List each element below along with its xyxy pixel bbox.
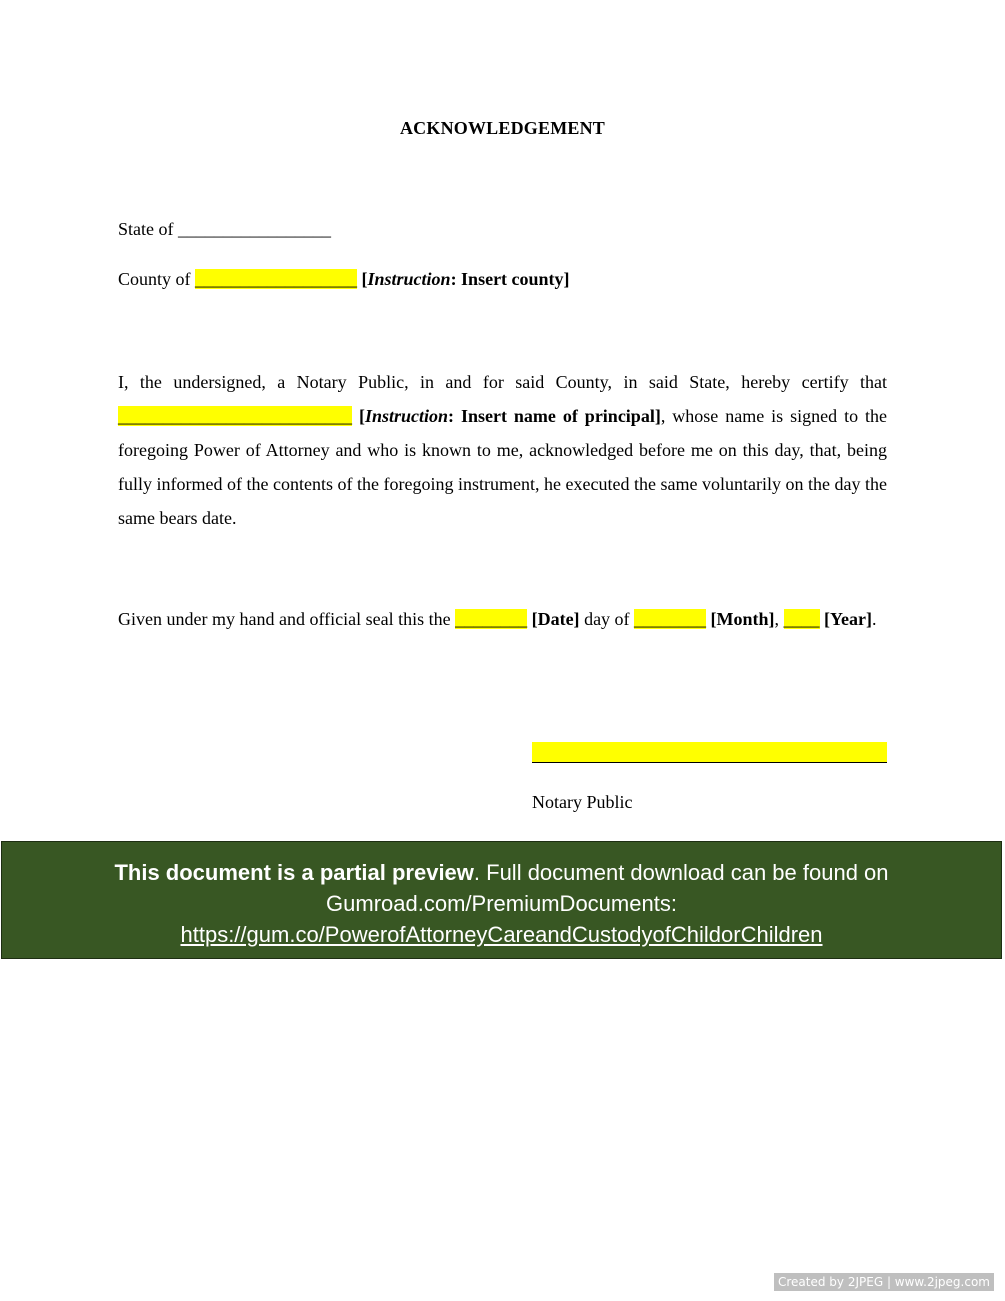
banner-text: . Full document download can be found on: [473, 860, 889, 885]
month-blank: ________: [634, 609, 707, 629]
county-blank: __________________: [195, 269, 358, 289]
state-label: State of: [118, 219, 174, 239]
certification-paragraph: [118, 365, 887, 535]
period: .: [872, 609, 877, 629]
preview-banner: [1, 841, 1002, 959]
county-line: [118, 269, 570, 290]
comma: ,: [774, 609, 780, 629]
given-text: Given under my hand and official seal this the: [118, 609, 451, 629]
day-of-text: day of: [584, 609, 630, 629]
date-label: [Date]: [531, 609, 580, 629]
watermark-badge: Created by 2JPEG | www.2jpeg.com: [774, 1273, 994, 1291]
banner-line-1: [2, 857, 1001, 888]
banner-line-2: Gumroad.com/PremiumDocuments:: [326, 891, 677, 916]
certification-intro: I, the undersigned, a Notary Public, in and for said County, in said State, hereby certify that: [118, 372, 887, 392]
month-label: [Month]: [710, 609, 775, 629]
principal-blank: __________________________: [118, 406, 352, 426]
state-blank: _________________: [178, 219, 331, 239]
banner-bold-text: This document is a partial preview: [114, 860, 474, 885]
year-label: [Year]: [824, 609, 873, 629]
notary-signature-line: [532, 742, 887, 763]
county-instruction: [Instruction: Insert county]: [361, 269, 570, 289]
given-paragraph: [118, 602, 887, 636]
certification-rest: , whose name is signed to the foregoing Power of Attorney and who is known to me, acknowledged before me on this day, that, being fully informed of the contents of the foregoing instrument, he executed the same voluntarily on the day the same bears date.: [118, 406, 888, 528]
document-title: ACKNOWLEDGEMENT: [399, 118, 606, 138]
notary-label: Notary Public: [532, 792, 633, 812]
state-line: [118, 219, 331, 240]
banner-link[interactable]: https://gum.co/PowerofAttorneyCareandCustodyofChildorChildren: [180, 922, 823, 947]
county-label: County of: [118, 269, 191, 289]
year-blank: ____: [783, 609, 820, 629]
date-blank: ________: [455, 609, 528, 629]
principal-instruction: [Instruction: Insert name of principal]: [358, 406, 661, 426]
